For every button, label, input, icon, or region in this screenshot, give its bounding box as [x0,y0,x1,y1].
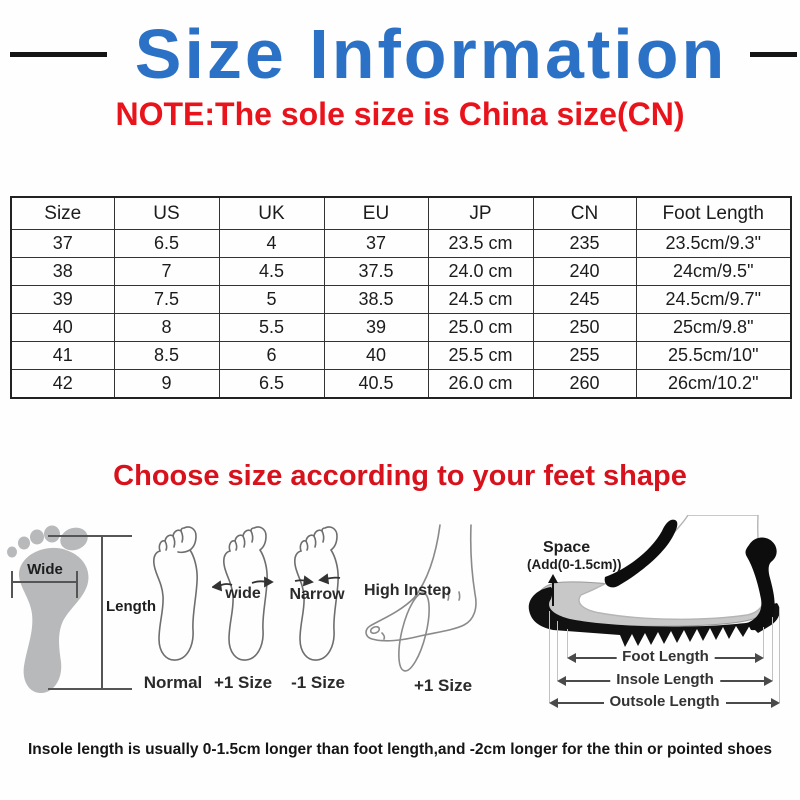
col-header-uk: UK [219,197,324,230]
guide-line [557,621,558,681]
cell: 7 [114,258,219,286]
cell: 40 [11,314,114,342]
cell: 25.5 cm [428,342,533,370]
size-table [10,196,792,399]
arrow-right-icon [764,676,773,686]
cell: 4.5 [219,258,324,286]
outsole-length-label: Outsole Length [604,693,726,710]
table-row [11,230,791,258]
col-header-eu: EU [324,197,428,230]
cell: 245 [533,286,636,314]
cell: 38 [11,258,114,286]
guide-line [779,607,780,703]
cell: 240 [533,258,636,286]
cell: 24.5cm/9.7" [636,286,791,314]
cell: 255 [533,342,636,370]
cell: 40 [324,342,428,370]
cell: 25.5cm/10" [636,342,791,370]
cell: 37.5 [324,258,428,286]
cell: 5.5 [219,314,324,342]
col-header-foot-length: Foot Length [636,197,791,230]
cell: 40.5 [324,370,428,399]
table-row [11,314,791,342]
cell: 24.5 cm [428,286,533,314]
cell: 37 [324,230,428,258]
wide-label: Wide [27,561,63,578]
table-row [11,286,791,314]
cell: 25cm/9.8" [636,314,791,342]
page-title: Size Information [134,15,728,93]
arrow-left-icon [557,676,566,686]
high-instep-annotation: High Instep [364,582,452,599]
col-header-cn: CN [533,197,636,230]
cell: 26cm/10.2" [636,370,791,399]
foot-length-label: Foot Length [616,648,715,665]
arrow-right-icon [771,698,780,708]
length-label: Length [106,598,156,615]
guide-line [772,617,773,681]
cell: 8 [114,314,219,342]
arrow-right-icon [755,653,764,663]
cell: 7.5 [114,286,219,314]
space-add-label: (Add(0-1.5cm)) [527,557,622,572]
space-arrow-line [552,582,554,606]
length-measure-cap-bottom [48,688,132,690]
foot-label-normal: Normal [143,673,203,692]
cell: 8.5 [114,342,219,370]
cell: 6.5 [219,370,324,399]
wide-measure-cap-right [76,571,78,598]
cell: 24cm/9.5" [636,258,791,286]
wide-measure-cap-left [11,571,13,598]
cell: 41 [11,342,114,370]
cell: 23.5cm/9.3" [636,230,791,258]
cell: 26.0 cm [428,370,533,399]
col-header-size: Size [11,197,114,230]
length-measure-cap-top [48,535,132,537]
shoe-cross-section-icon [525,515,795,650]
cell: 37 [11,230,114,258]
cell: 23.5 cm [428,230,533,258]
col-header-us: US [114,197,219,230]
outsole-length-measure [549,695,780,711]
cell: 24.0 cm [428,258,533,286]
cell: 6.5 [114,230,219,258]
shape-guide-heading: Choose size according to your feet shape [113,460,687,492]
size-table-header-row [11,197,791,230]
wide-annotation: wide [225,585,261,602]
cell: 250 [533,314,636,342]
narrow-annotation: Narrow [289,586,345,603]
cell: 6 [219,342,324,370]
cell: 235 [533,230,636,258]
cell: 39 [324,314,428,342]
cell: 4 [219,230,324,258]
normal-foot-outline-icon [142,524,204,666]
length-measure-line [101,536,103,690]
wide-measure-line [12,581,78,583]
guide-line [549,611,550,703]
cell: 5 [219,286,324,314]
insole-length-measure [557,673,773,689]
table-row [11,342,791,370]
arrow-left-icon [567,653,576,663]
cell: 25.0 cm [428,314,533,342]
cell: 38.5 [324,286,428,314]
footer-note: Insole length is usually 0-1.5cm longer than foot length,and -2cm longer for the thin or pointed shoes [27,741,773,758]
insole-length-label: Insole Length [610,671,720,688]
cell: 39 [11,286,114,314]
foot-label-high-instep-plus1: +1 Size [413,676,473,695]
cell: 42 [11,370,114,399]
space-label: Space [543,539,591,556]
foot-label-plus1: +1 Size [213,673,273,692]
arrow-left-icon [549,698,558,708]
cell: 260 [533,370,636,399]
cell: 9 [114,370,219,399]
table-row [11,258,791,286]
col-header-jp: JP [428,197,533,230]
foot-label-minus1: -1 Size [291,673,345,692]
table-row [11,370,791,399]
sole-size-note: NOTE:The sole size is China size(CN) [115,96,685,132]
footprint-icon [2,524,102,704]
foot-length-measure [567,650,764,666]
